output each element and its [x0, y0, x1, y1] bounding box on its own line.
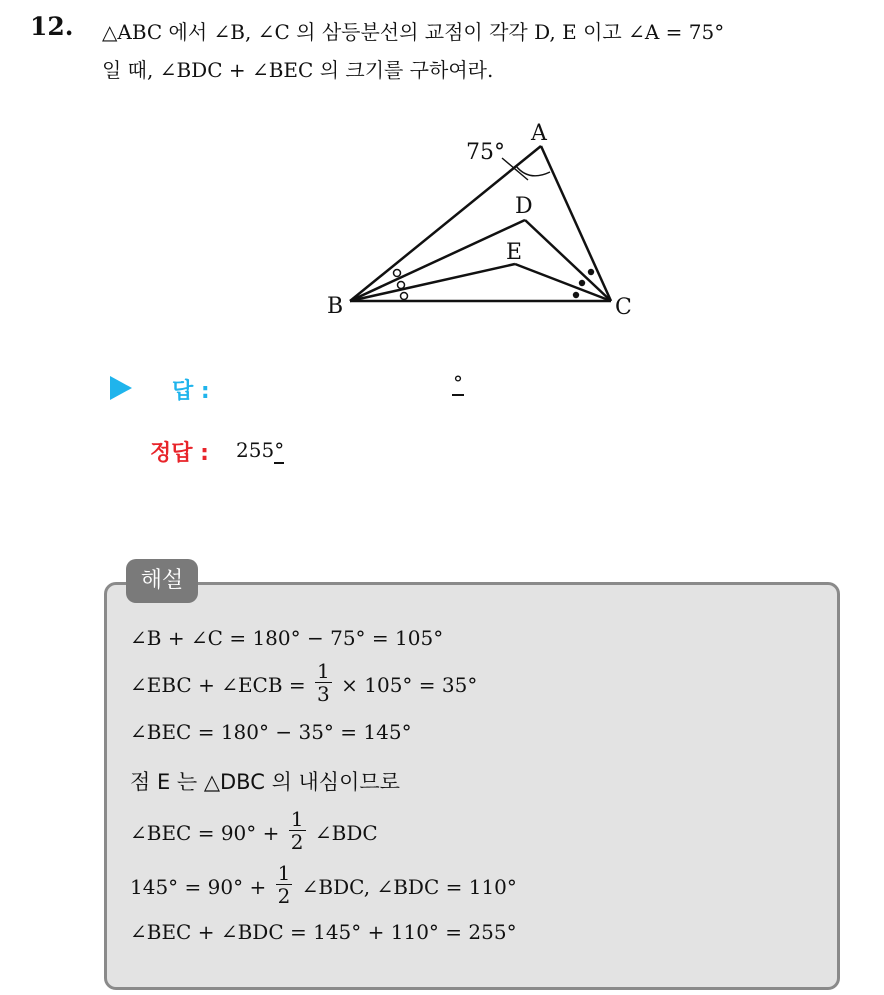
fraction-denominator: 2	[290, 830, 304, 854]
question-text-line-2: 일 때, ∠BDC + ∠BEC 의 크기를 구하여라.	[102, 58, 494, 82]
triangle-figure	[320, 118, 650, 328]
fraction-denominator: 3	[317, 682, 330, 706]
explanation-line-2	[130, 659, 478, 709]
fraction-one-third	[315, 660, 332, 705]
explanation-line-5-pre: ∠BEC = 90° +	[130, 821, 280, 845]
angle-mark-c-2	[579, 280, 585, 286]
segment-bd	[350, 220, 525, 301]
fraction-one-half-a	[289, 808, 306, 853]
vertex-a-label: A	[531, 121, 547, 146]
angle-a-label: 75°	[466, 140, 505, 165]
point-d-label: D	[515, 194, 533, 219]
fraction-numerator: 1	[317, 659, 330, 683]
vertex-b-label: B	[327, 294, 344, 319]
solution-number: 255	[236, 438, 275, 462]
fraction-numerator: 1	[277, 861, 291, 885]
point-e-label: E	[506, 240, 523, 265]
question-text-line-1: △ABC 에서 ∠B, ∠C 의 삼등분선의 교점이 각각 D, E 이고 ∠A = 75°	[102, 20, 725, 44]
solution-value	[236, 438, 284, 462]
fraction-one-half-b	[276, 862, 293, 907]
explanation-line-6-post: ∠BDC, ∠BDC = 110°	[301, 875, 517, 899]
angle-mark-b-1	[394, 270, 401, 277]
question-number: 12.	[30, 12, 74, 41]
explanation-line-2-pre: ∠EBC + ∠ECB =	[130, 673, 306, 697]
explanation-line-1: ∠B + ∠C = 180° − 75° = 105°	[130, 626, 444, 650]
explanation-line-6-pre: 145° = 90° +	[130, 875, 267, 899]
explanation-line-4: 점 E 는 △DBC 의 내심이므로	[130, 770, 400, 794]
explanation-line-3: ∠BEC = 180° − 35° = 145°	[130, 720, 412, 744]
segment-dc	[525, 220, 611, 301]
vertex-c-label: C	[615, 295, 632, 320]
answer-input-blank[interactable]: °	[453, 371, 463, 395]
angle-mark-b-2	[398, 282, 405, 289]
side-ab	[350, 146, 541, 301]
explanation-line-2-post: × 105° = 35°	[341, 673, 478, 697]
answer-arrow-icon	[110, 376, 132, 400]
explanation-tab: 해설	[126, 559, 198, 603]
explanation-line-7: ∠BEC + ∠BDC = 145° + 110° = 255°	[130, 920, 517, 944]
angle-mark-b-3	[401, 293, 408, 300]
answer-label: 답 :	[172, 379, 210, 404]
fraction-denominator: 2	[277, 884, 291, 908]
angle-mark-c-1	[588, 269, 594, 275]
angle-mark-c-3	[573, 292, 579, 298]
fraction-numerator: 1	[290, 807, 304, 831]
explanation-line-6	[130, 861, 517, 911]
solution-label: 정답 :	[150, 441, 209, 466]
solution-unit: °	[274, 438, 285, 462]
explanation-line-5-post: ∠BDC	[314, 821, 378, 845]
explanation-line-5	[130, 807, 378, 857]
